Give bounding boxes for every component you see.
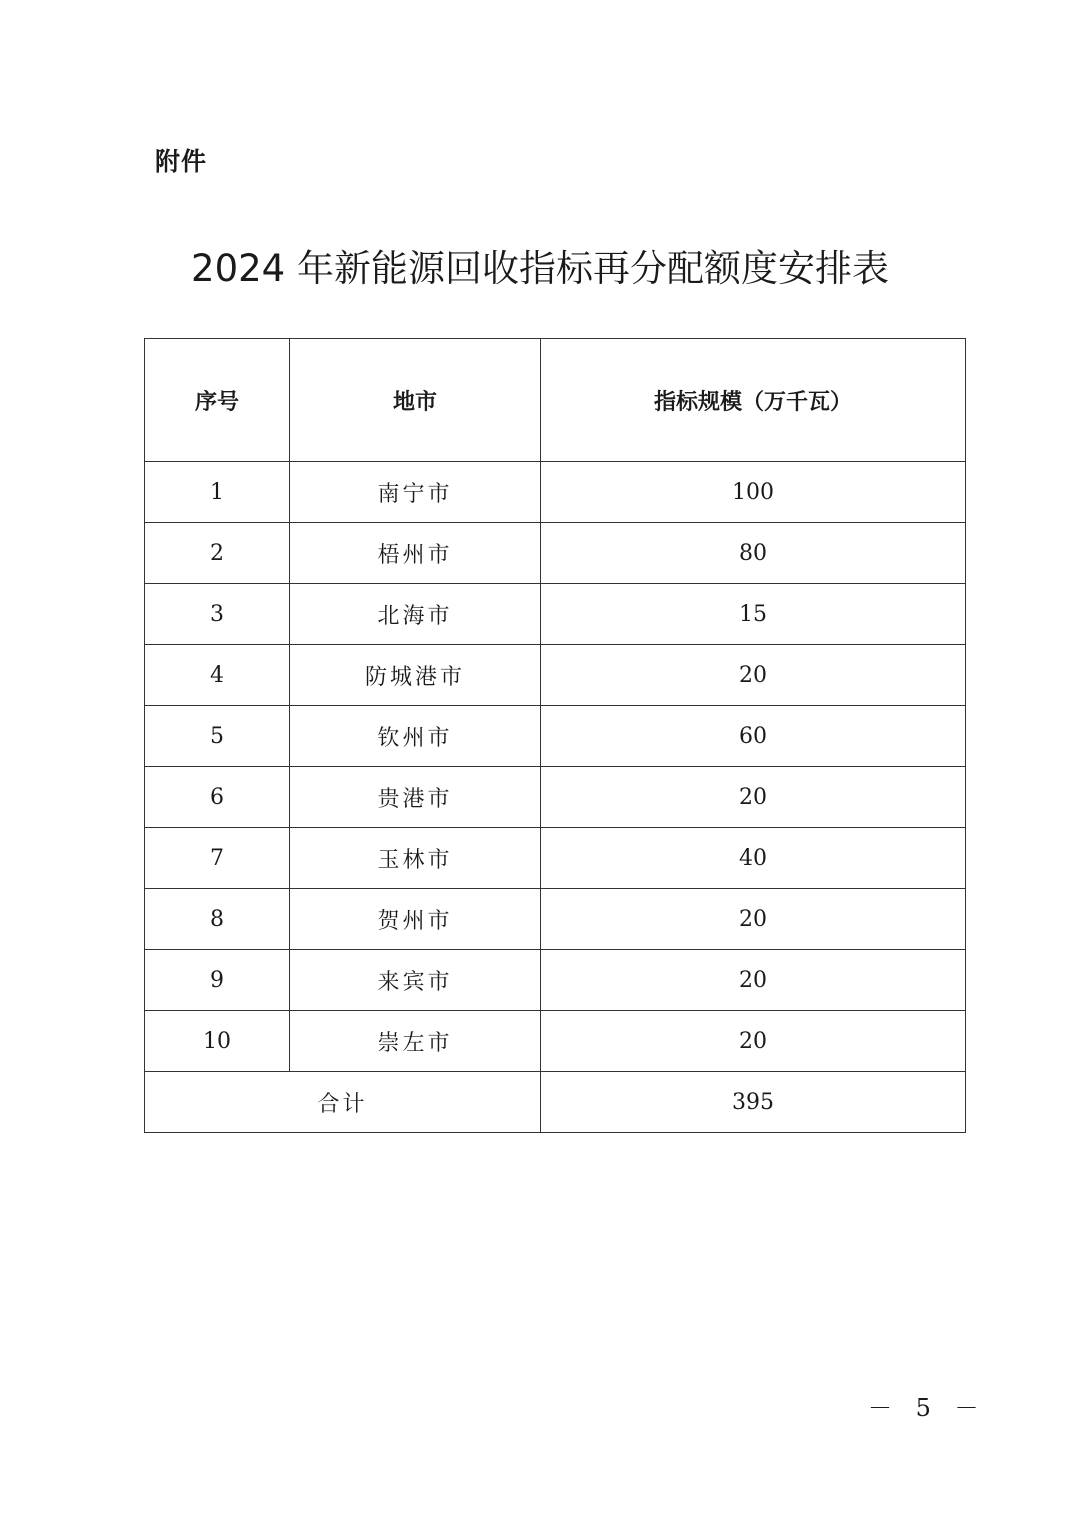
row-quota: 100 xyxy=(541,462,966,523)
allocation-table xyxy=(144,338,966,1133)
row-quota: 20 xyxy=(541,1011,966,1072)
row-city: 玉林市 xyxy=(290,828,541,889)
row-quota: 20 xyxy=(541,767,966,828)
row-index: 8 xyxy=(145,889,290,950)
table-row xyxy=(145,706,966,767)
row-index: 9 xyxy=(145,950,290,1011)
document-title: 2024 年新能源回收指标再分配额度安排表 xyxy=(191,247,889,290)
row-city: 崇左市 xyxy=(290,1011,541,1072)
row-quota: 20 xyxy=(541,889,966,950)
table-header-row xyxy=(145,339,966,462)
row-quota: 15 xyxy=(541,584,966,645)
total-row xyxy=(145,1072,966,1133)
row-city: 来宾市 xyxy=(290,950,541,1011)
table-row xyxy=(145,462,966,523)
row-index: 4 xyxy=(145,645,290,706)
table-row xyxy=(145,950,966,1011)
row-quota: 60 xyxy=(541,706,966,767)
table-row xyxy=(145,523,966,584)
row-index: 10 xyxy=(145,1011,290,1072)
header-city: 地市 xyxy=(290,339,541,462)
row-city: 北海市 xyxy=(290,584,541,645)
row-city: 贵港市 xyxy=(290,767,541,828)
table-row xyxy=(145,584,966,645)
row-index: 6 xyxy=(145,767,290,828)
row-quota: 80 xyxy=(541,523,966,584)
table-row xyxy=(145,645,966,706)
total-value: 395 xyxy=(541,1072,966,1133)
total-label: 合计 xyxy=(145,1072,541,1133)
table-row xyxy=(145,889,966,950)
row-index: 7 xyxy=(145,828,290,889)
row-index: 3 xyxy=(145,584,290,645)
header-quota: 指标规模（万千瓦） xyxy=(541,339,966,462)
table-row xyxy=(145,1011,966,1072)
header-index: 序号 xyxy=(145,339,290,462)
row-city: 贺州市 xyxy=(290,889,541,950)
row-quota: 20 xyxy=(541,950,966,1011)
row-city: 钦州市 xyxy=(290,706,541,767)
row-index: 5 xyxy=(145,706,290,767)
table-row xyxy=(145,828,966,889)
row-city: 梧州市 xyxy=(290,523,541,584)
row-index: 2 xyxy=(145,523,290,584)
attachment-label: 附件 xyxy=(155,147,208,176)
row-quota: 20 xyxy=(541,645,966,706)
row-city: 南宁市 xyxy=(290,462,541,523)
row-index: 1 xyxy=(145,462,290,523)
row-city: 防城港市 xyxy=(290,645,541,706)
page-number: － 5 － xyxy=(868,1394,987,1422)
table-row xyxy=(145,767,966,828)
row-quota: 40 xyxy=(541,828,966,889)
